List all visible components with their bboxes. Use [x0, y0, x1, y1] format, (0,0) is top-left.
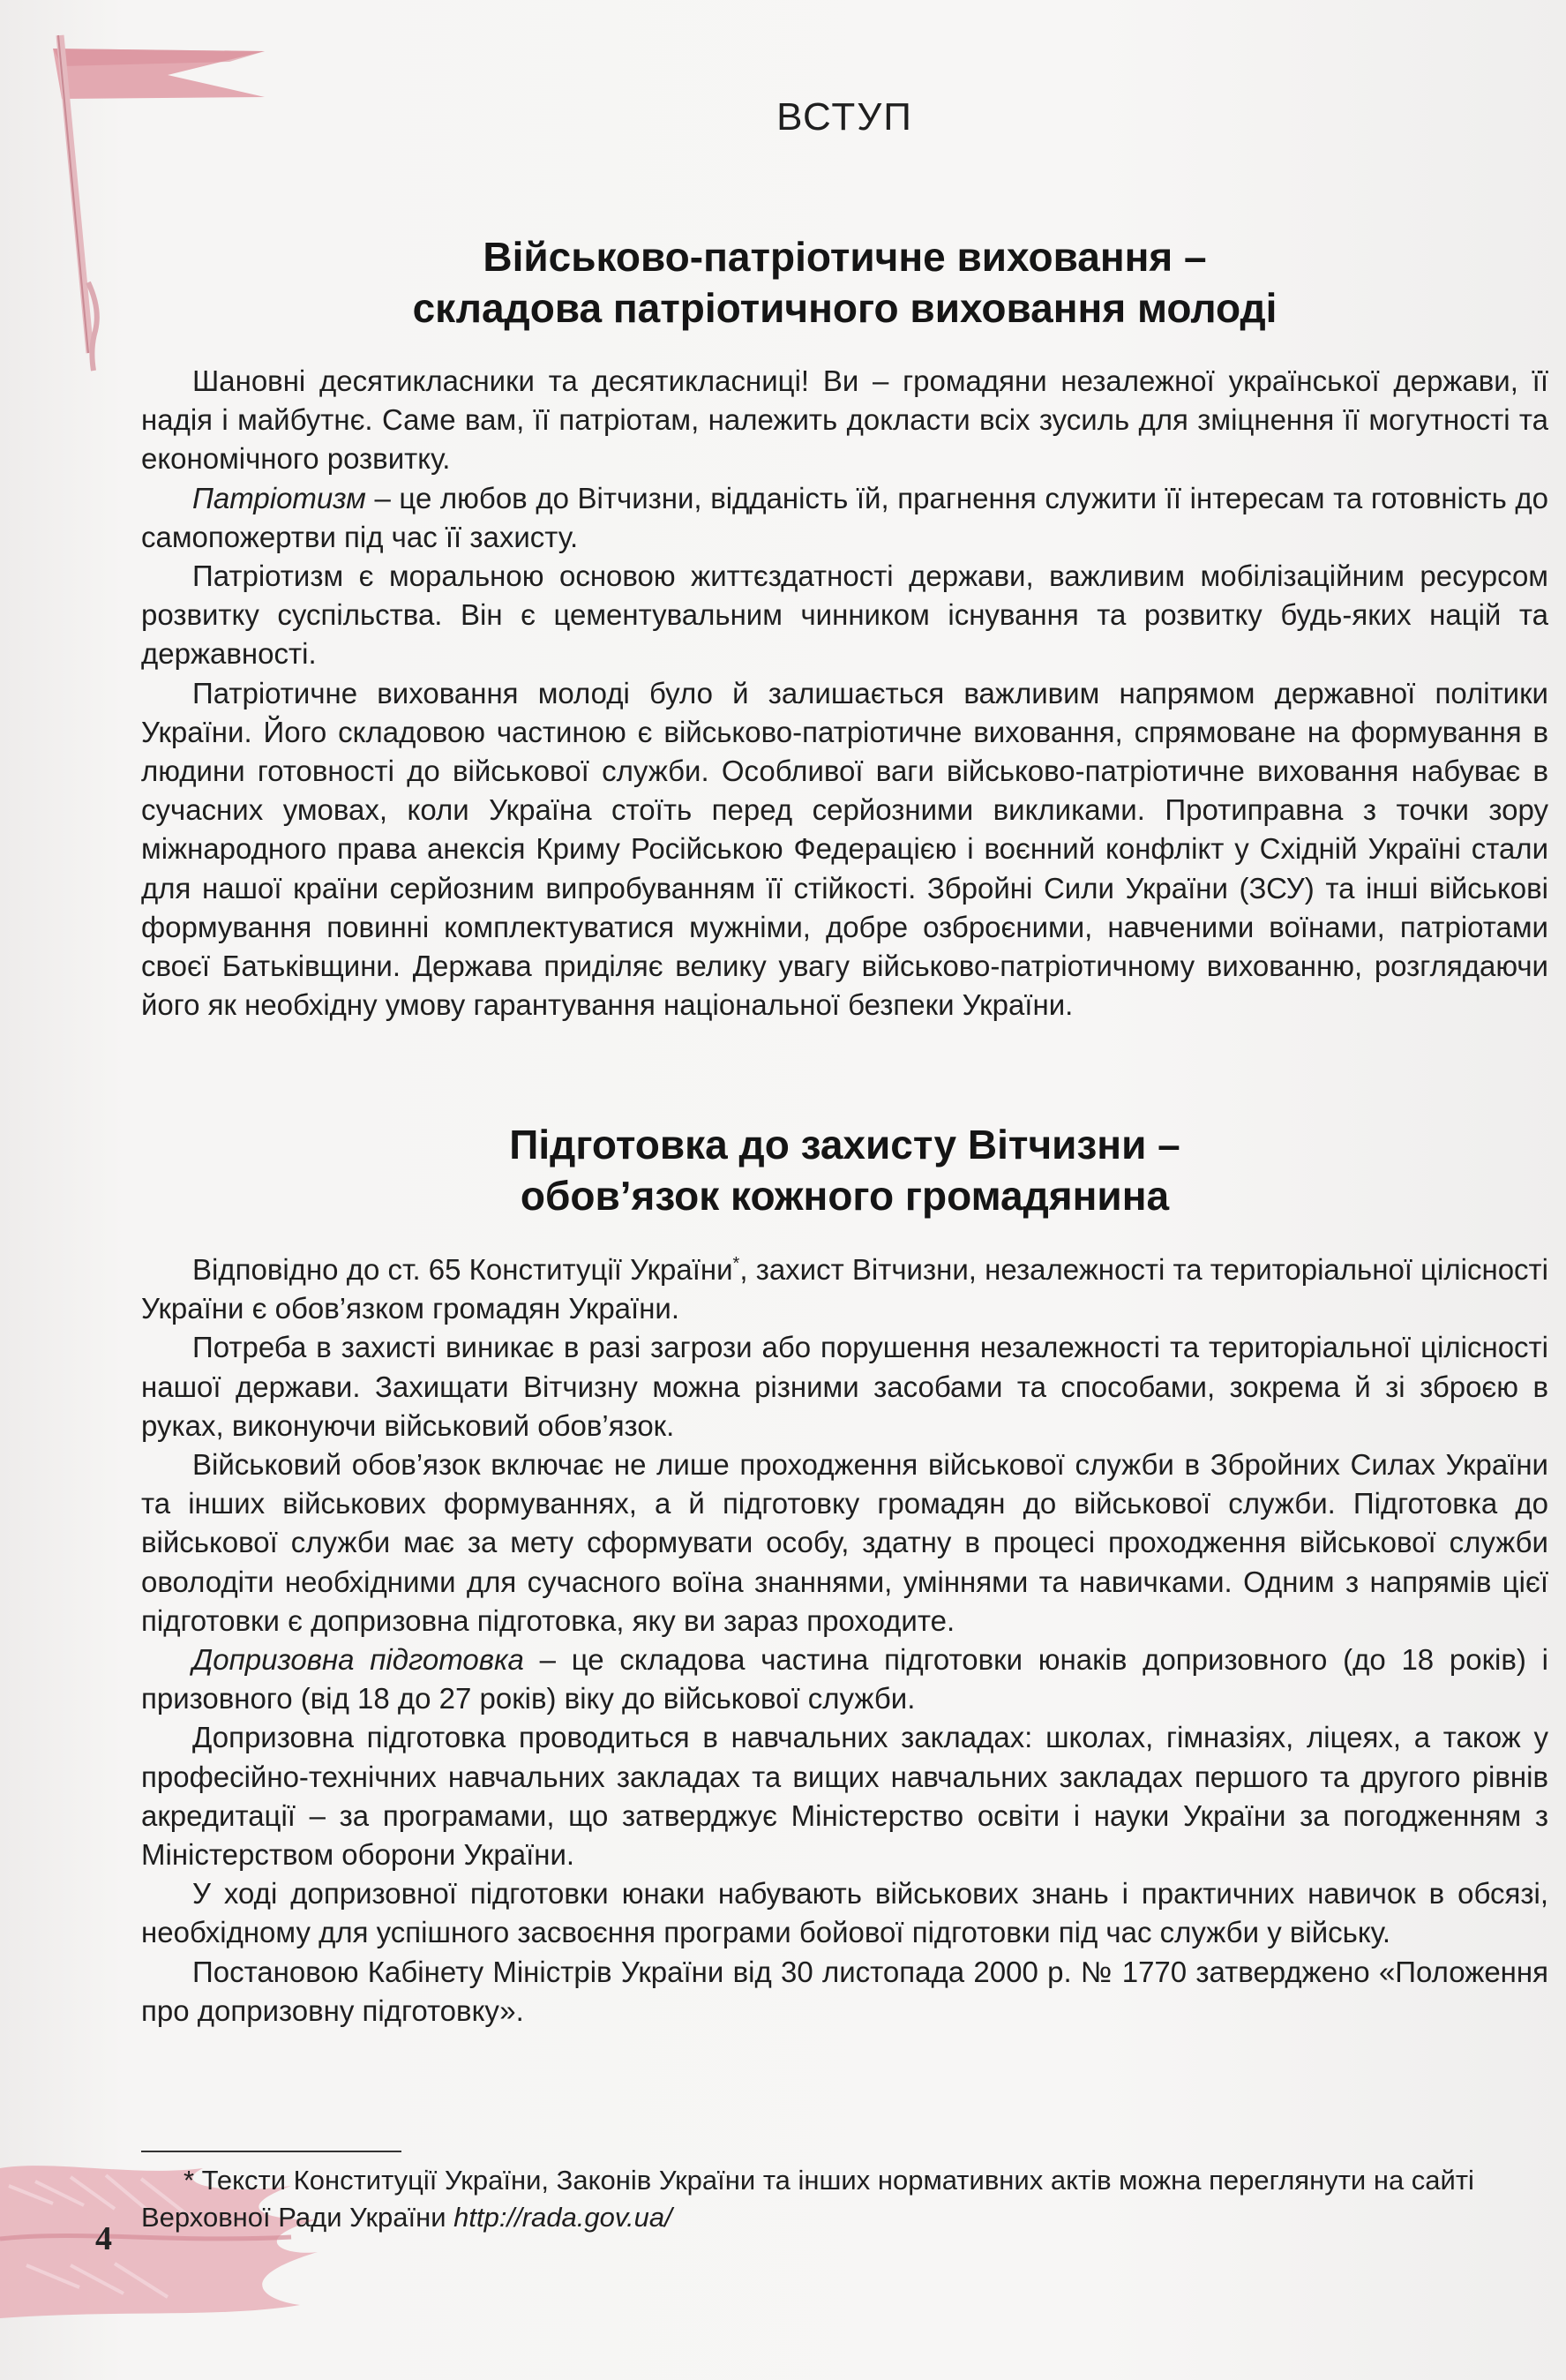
paragraph: [141, 1244, 1548, 1328]
paragraph-text: , захист Вітчизни, незалежності та територіальної цілісності України є обов’язком громадян України.: [141, 1253, 1548, 1325]
paragraph: Патріотичне виховання молоді було й залишається важливим напрямом державної політики України. Його складовою частиною є військово-патріотичне виховання, спрямоване на формування в людини готовності до військової служби. Особливої ваги військово-патріотичне виховання набуває в сучасних умовах, коли Україна стоїть перед серйозними викликами. Протиправна з точки зору міжнародного права анексія Криму Російською Федерацією і воєнний конфлікт у Східній Україні стали для нашої країни серйозним випробуванням її стійкості. Збройні Сили України (ЗСУ) та інші військові формування повинні комплектуватися мужніми, добре озброєними, навченими воїнами, патріотами своєї Батьківщини. Держава приділяє велику увагу військово-патріотичному вихованню, розглядаючи його як необхідну умову гарантування національної безпеки України.: [141, 676, 1548, 1022]
paragraph: Військовий обов’язок включає не лише проходження військової служби в Збройних Силах України та інших військових формуваннях, а й підготовку громадян до військової служби. Підготовка до військової служби має за мету сформувати особу, здатну в процесі проходження військової служби оволодіти необхідними для сучасного воїна знаннями, уміннями та навичками. Одним з напрямів цієї підготовки є допризовна підготовка, яку ви зараз проходите.: [141, 1448, 1548, 1637]
term-italic: Патріотизм: [192, 481, 366, 514]
section2-heading: [141, 1119, 1548, 1221]
section1-body: [141, 362, 1548, 1025]
paragraph: У ході допризовної підготовки юнаки набувають військових знань і практичних навичок в обсязі, необхідному для успішного засвоєння програми бойової підготовки під час служби у війську.: [141, 1877, 1548, 1949]
term-italic: Допризовна підготовка: [192, 1643, 524, 1677]
paragraph: [141, 1640, 1548, 1718]
footnote-text: * Тексти Конституції України, Законів України та інших нормативних актів можна переглянути на сайті Верховної Ради України: [141, 2165, 1474, 2233]
paragraph: Допризовна підготовка проводиться в навчальних закладах: школах, гімназіях, ліцеях, а також у професійно-технічних навчальних закладах та вищих навчальних закладах першого та другого рівнів акредитації – за програмами, що затверджує Міністерство освіти і науки України за погодженням з Міністерством оборони України.: [141, 1721, 1548, 1872]
paragraph: Шановні десятикласники та десятикласниці! Ви – громадяни незалежної української держави, її надія і майбутнє. Саме вам, її патріотам, належить докласти всіх зусиль для зміцнення її могутності та економічного розвитку.: [141, 364, 1548, 476]
section1-heading-line2: складова патріотичного виховання молоді: [412, 285, 1278, 331]
page-content: [141, 0, 1548, 2380]
paragraph: [141, 479, 1548, 557]
footnote-link[interactable]: http://rada.gov.ua/: [453, 2202, 672, 2233]
footnote-marker: *: [732, 1254, 740, 1273]
section-label: ВСТУП: [776, 95, 913, 139]
paragraph: Потреба в захисті виникає в разі загрози або порушення незалежності та територіальної цілісності нашої держави. Захищати Вітчизну можна різними засобами та способами, зокрема й зі зброєю в руках, виконуючи військовий обов’язок.: [141, 1331, 1548, 1442]
section2-heading-line2: обов’язок кожного громадянина: [520, 1173, 1170, 1219]
paragraph-text: – це складова частина підготовки юнаків допризовного (до 18 років) і призовного (від 18 до 27 років) віку до військової служби.: [141, 1643, 1548, 1716]
section1-heading: [141, 231, 1548, 334]
footnote: [141, 2162, 1548, 2236]
paragraph-text: – це любов до Вітчизни, відданість їй, прагнення служити її інтересам та готовність до самопожертви під час її захисту.: [141, 481, 1548, 553]
section2-body: [141, 1244, 1548, 2031]
paragraph-text: Відповідно до ст. 65 Конституції України: [192, 1253, 733, 1286]
section1-heading-line1: Військово-патріотичне виховання –: [483, 234, 1207, 280]
section2-heading-line1: Підготовка до захисту Вітчизни –: [509, 1122, 1180, 1167]
paragraph: Патріотизм є моральною основою життєздатності держави, важливим мобілізаційним ресурсом розвитку суспільства. Він є цементувальним чинником існування та розвитку будь-яких націй та державності.: [141, 559, 1548, 671]
paragraph: Постановою Кабінету Міністрів України від 30 листопада 2000 р. № 1770 затверджено «Положення про допризовну підготовку».: [141, 1955, 1548, 2027]
footnote-divider: [141, 2151, 401, 2152]
page-number: 4: [95, 2220, 112, 2257]
